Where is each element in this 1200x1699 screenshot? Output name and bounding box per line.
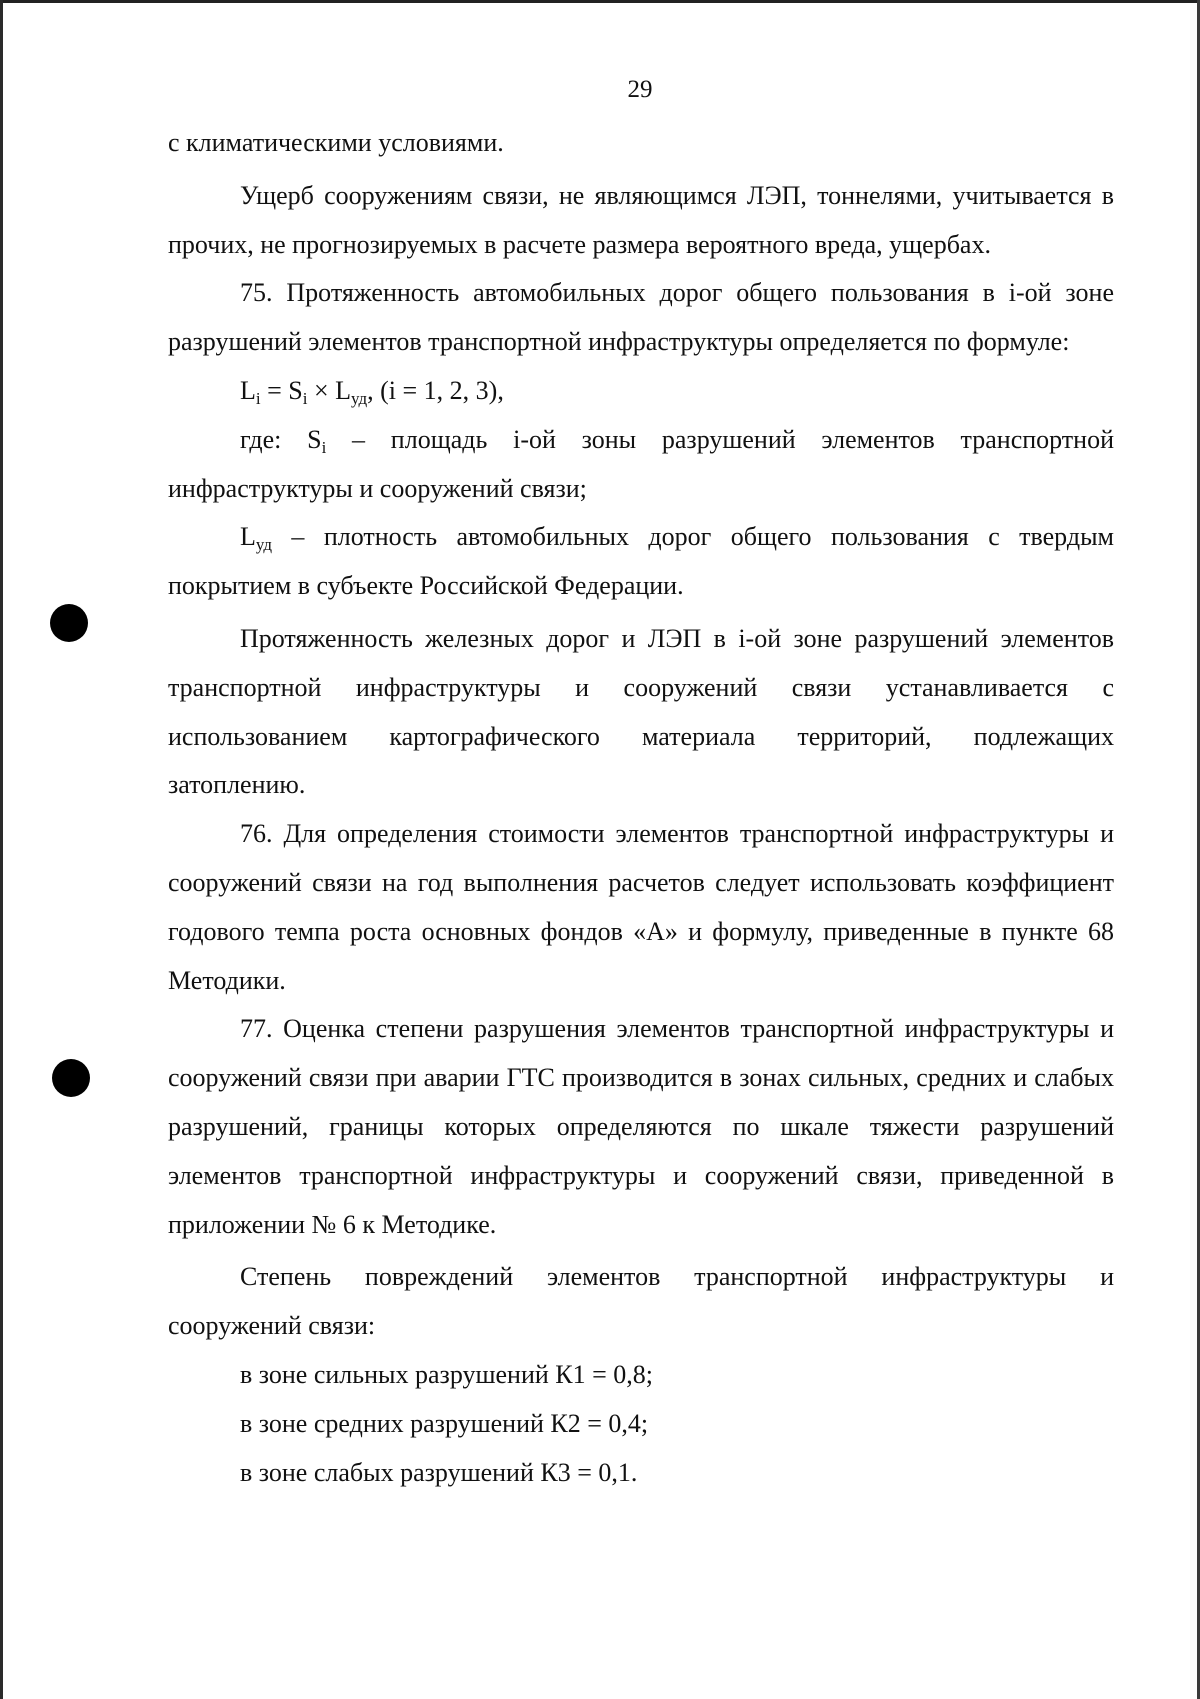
scan-border-top xyxy=(0,0,1200,3)
paragraph-damage-degree: Степень повреждений элементов транспортной инфраструктуры и сооружений связи: xyxy=(168,1262,1114,1341)
punch-hole-lower xyxy=(52,1059,90,1097)
document-body xyxy=(168,119,1114,1497)
page-number: 29 xyxy=(627,76,653,103)
paragraph-communication-damage: Ущерб сооружениям связи, не являющимся ЛЭП, тоннелями, учитывается в прочих, не прогнозируемых в расчете размера вероятного вреда, ущербах. xyxy=(168,180,1114,259)
coefficient-k1: в зоне сильных разрушений К1 = 0,8; xyxy=(240,1359,654,1389)
formula-road-length: $L_i = S_i \times L_{уд}$, (i = 1, 2, 3), xyxy=(240,375,504,408)
paragraph-77: 77. Оценка степени разрушения элементов транспортной инфраструктуры и сооружений связи при аварии ГТС производится в зонах сильных, средних и слабых разрушений, границы которых определяются по шкале тяжести разрушений элементов транспортной инфраструктуры и сооружений связи, приведенной в приложении № 6 к Методике. xyxy=(168,1014,1114,1239)
paragraph-75: 75. Протяженность автомобильных дорог общего пользования в i-ой зоне разрушений элементов транспортной инфраструктуры определяется по формуле: xyxy=(168,278,1114,357)
scan-border-left xyxy=(0,0,3,1699)
definition-si: где: $S_i$ – площадь i-ой зоны разрушений элементов транспортной инфраструктуры и сооружений связи; xyxy=(168,424,1114,503)
paragraph-climate: с климатическими условиями. xyxy=(168,128,504,157)
punch-hole-upper xyxy=(50,604,88,642)
coefficient-k3: в зоне слабых разрушений К3 = 0,1. xyxy=(240,1457,638,1487)
paragraph-76: 76. Для определения стоимости элементов транспортной инфраструктуры и сооружений связи на год выполнения расчетов следует использовать коэффициент годового темпа роста основных фондов «А» и формулу, приведенные в пункте 68 Методики. xyxy=(168,819,1114,995)
coefficient-k2: в зоне средних разрушений К2 = 0,4; xyxy=(240,1408,649,1438)
paragraph-railways: Протяженность железных дорог и ЛЭП в i-ой зоне разрушений элементов транспортной инфраструктуры и сооружений связи устанавливается с использованием картографического материала территорий, подлежащих затоплению. xyxy=(168,623,1114,800)
definition-lud: $L_{уд}$ – плотность автомобильных дорог общего пользования с твердым покрытием в субъекте Российской Федерации. xyxy=(168,522,1114,601)
